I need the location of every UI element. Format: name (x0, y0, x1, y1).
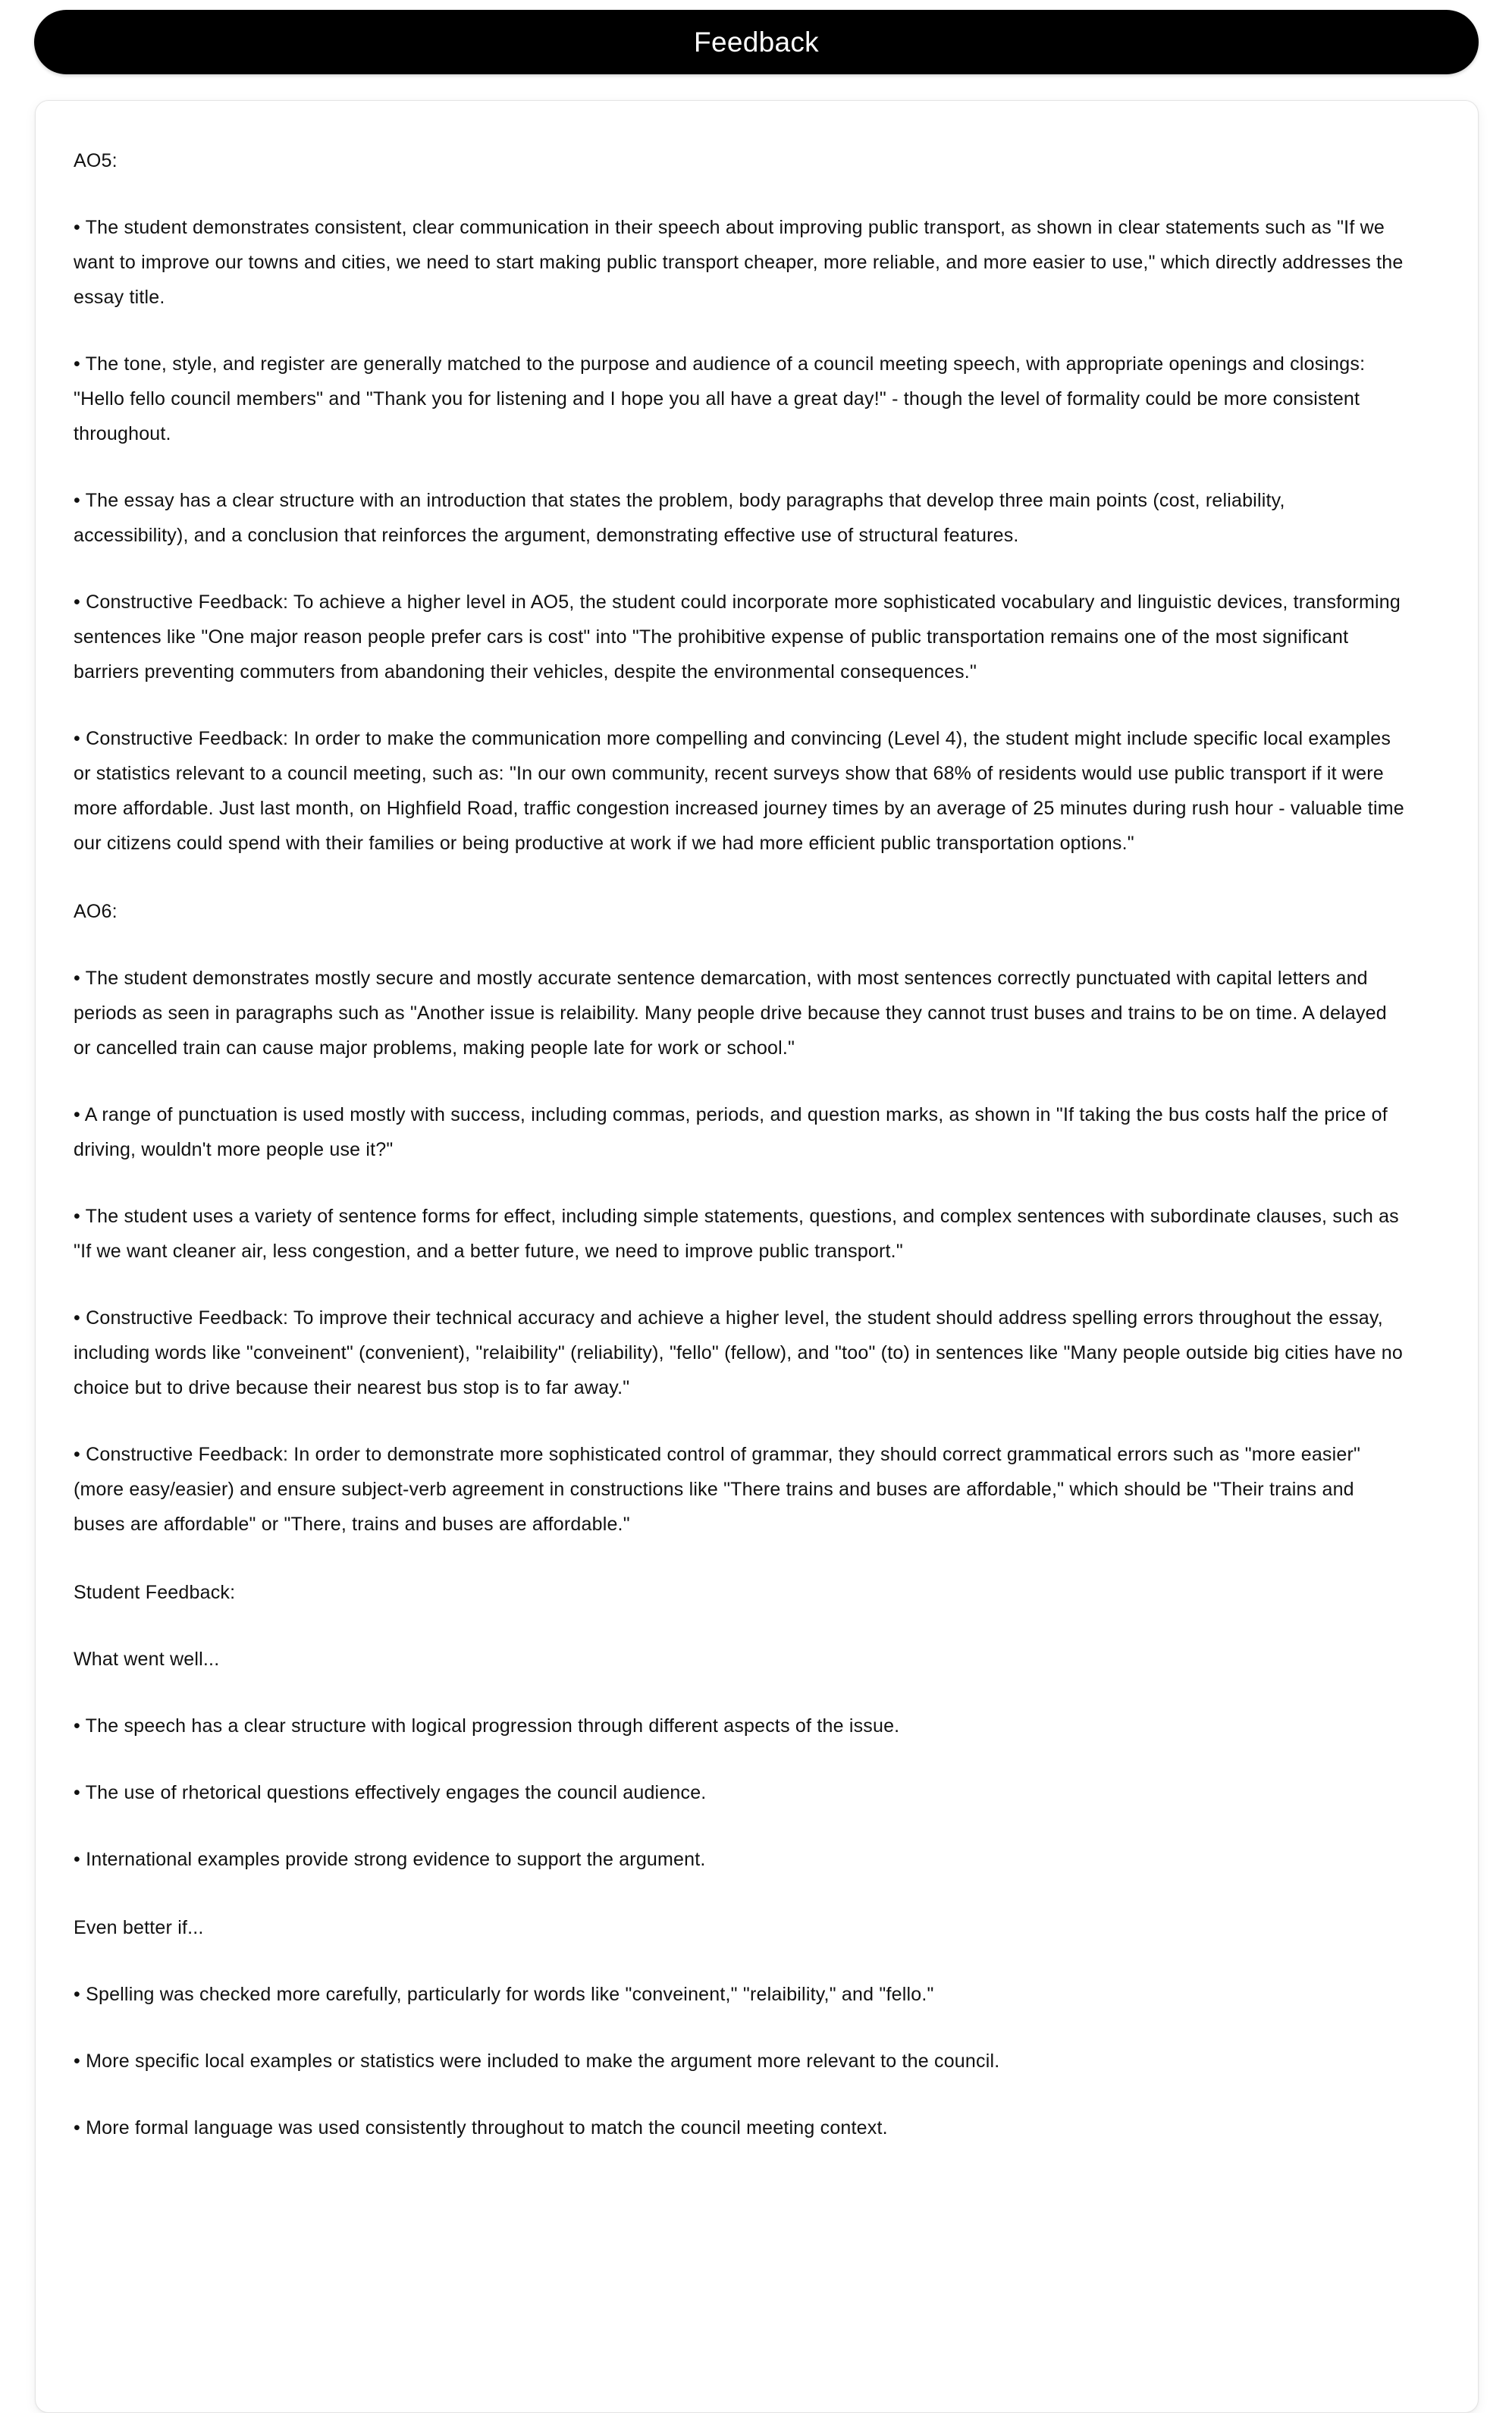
feedback-bullet: • Constructive Feedback: To improve their technical accuracy and achieve a higher level, the student should address spelling errors throughout the essay, including words like "conveinent" (convenient), "relaibility" (reliability), "fello" (fellow), and "too" (to) in sentences like "Many people outside big cities have no choice but to drive because their nearest bus stop is to far away." (74, 1307, 1403, 1398)
feedback-bullet: • The student uses a variety of sentence forms for effect, including simple statements, questions, and complex sentences with subordinate clauses, such as "If we want cleaner air, less congestion, and a better future, we need to improve public transport." (74, 1206, 1399, 1262)
feedback-card (35, 100, 1479, 2413)
feedback-bullet: • More specific local examples or statistics were included to make the argument more relevant to the council. (74, 2051, 1000, 2072)
header-bar (34, 10, 1479, 74)
feedback-body (74, 143, 1405, 2145)
feedback-bullet: • More formal language was used consistently throughout to match the council meeting context. (74, 2117, 888, 2138)
section-heading: AO5: (74, 150, 118, 171)
page-title: Feedback (694, 26, 819, 58)
section-heading: AO6: (74, 901, 118, 922)
feedback-bullet: • The student demonstrates consistent, clear communication in their speech about improving public transport, as shown in clear statements such as "If we want to improve our towns and cities, we need to start making public transport cheaper, more reliable, and more easier to use," which directly addresses the essay title. (74, 217, 1404, 308)
feedback-bullet: • Constructive Feedback: To achieve a higher level in AO5, the student could incorporate more sophisticated vocabulary and linguistic devices, transforming sentences like "One major reason people prefer cars is cost" into "The prohibitive expense of public transportation remains one of the most significant barriers preventing commuters from abandoning their vehicles, despite the environmental consequences." (74, 591, 1401, 682)
feedback-bullet: • Spelling was checked more carefully, particularly for words like "conveinent," "relaibility," and "fello." (74, 1984, 934, 2005)
feedback-bullet: • Constructive Feedback: In order to make the communication more compelling and convincing (Level 4), the student might include specific local examples or statistics relevant to a council meeting, such as: "In our own community, recent surveys show that 68% of residents would use public transport if it were more affordable. Just last month, on Highfield Road, traffic congestion increased journey times by an average of 25 minutes during rush hour - valuable time our citizens could spend with their families or being productive at work if we had more efficient public transportation options." (74, 728, 1404, 854)
feedback-bullet: • A range of punctuation is used mostly with success, including commas, periods, and question marks, as shown in "If taking the bus costs half the price of driving, wouldn't more people use it?" (74, 1104, 1388, 1160)
feedback-bullet: • The use of rhetorical questions effectively engages the council audience. (74, 1782, 707, 1803)
feedback-bullet: • The student demonstrates mostly secure and mostly accurate sentence demarcation, with most sentences correctly punctuated with capital letters and periods as seen in paragraphs such as "Another issue is relaibility. Many people drive because they cannot trust buses and trains to be on time. A delayed or cancelled train can cause major problems, making people late for work or school." (74, 968, 1387, 1059)
feedback-bullet: • Constructive Feedback: In order to demonstrate more sophisticated control of grammar, they should correct grammatical errors such as "more easier" (more easy/easier) and ensure subject-verb agreement in constructions like "There trains and buses are affordable," which should be "Their trains and buses are affordable" or "There, trains and buses are affordable." (74, 1444, 1361, 1535)
feedback-bullet: • International examples provide strong evidence to support the argument. (74, 1849, 706, 1870)
feedback-bullet: • The tone, style, and register are generally matched to the purpose and audience of a council meeting speech, with appropriate openings and closings: "Hello fello council members" and "Thank you for listening and I hope you all have a great day!" - though the level of formality could be more consistent throughout. (74, 353, 1366, 444)
feedback-bullet: • The essay has a clear structure with an introduction that states the problem, body paragraphs that develop three main points (cost, reliability, accessibility), and a conclusion that reinforces the argument, demonstrating effective use of structural features. (74, 490, 1285, 546)
section-heading: Student Feedback: (74, 1582, 236, 1603)
subsection-label: What went well... (74, 1649, 220, 1670)
subsection-label: Even better if... (74, 1917, 204, 1938)
feedback-bullet: • The speech has a clear structure with logical progression through different aspects of the issue. (74, 1715, 900, 1737)
